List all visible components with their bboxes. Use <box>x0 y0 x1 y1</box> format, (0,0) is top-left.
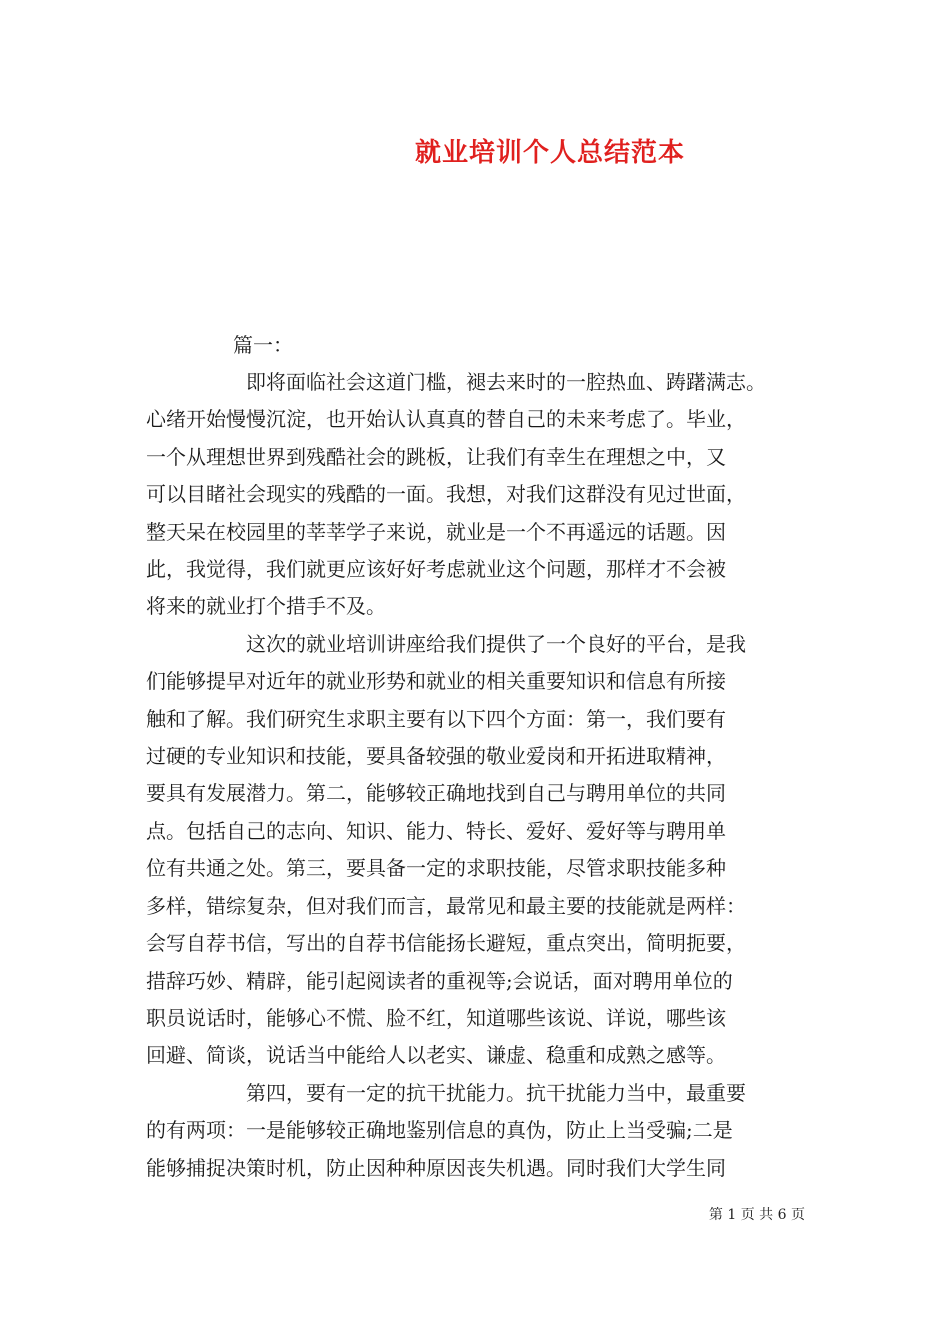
text-line: 要具有发展潜力。第二，能够较正确地找到自己与聘用单位的共同 <box>146 781 726 806</box>
text-line: 回避、简谈，说话当中能给人以老实、谦虚、稳重和成熟之感等。 <box>146 1043 726 1068</box>
text-line: 的有两项：一是能够较正确地鉴别信息的真伪，防止上当受骗;二是 <box>146 1118 733 1143</box>
text-line: 措辞巧妙、精辟，能引起阅读者的重视等;会说话，面对聘用单位的 <box>146 968 733 993</box>
text-line: 职员说话时，能够心不慌、脸不红，知道哪些该说、详说，哪些该 <box>146 1005 726 1030</box>
text-line: 一个从理想世界到残酷社会的跳板，让我们有幸生在理想之中，又 <box>146 444 726 469</box>
text-line: 将来的就业打个措手不及。 <box>146 594 386 619</box>
text-line: 位有共通之处。第三，要具备一定的求职技能，尽管求职技能多种 <box>146 856 726 881</box>
text-line: 整天呆在校园里的莘莘学子来说，就业是一个不再遥远的话题。因 <box>146 519 726 544</box>
text-line: 点。包括自己的志向、知识、能力、特长、爱好、爱好等与聘用单 <box>146 818 726 843</box>
paragraph-1 <box>146 364 818 626</box>
text-line: 即将面临社会这道门槛，褪去来时的一腔热血、踌躇满志。 <box>246 370 766 394</box>
text-line: 第四，要有一定的抗干扰能力。抗干扰能力当中，最重要 <box>246 1080 746 1105</box>
text-line: 此，我觉得，我们就更应该好好考虑就业这个问题，那样才不会被 <box>146 557 726 582</box>
text-line: 多样，错综复杂，但对我们而言，最常见和最主要的技能就是两样： <box>146 893 746 918</box>
page-indicator: 第 1 页 共 6 页 <box>708 1207 805 1223</box>
text-line: 这次的就业培训讲座给我们提供了一个良好的平台，是我 <box>246 631 746 656</box>
text-line: 心绪开始慢慢沉淀，也开始认认真真的替自己的未来考虑了。毕业， <box>146 407 746 432</box>
text-line: 会写自荐书信，写出的自荐书信能扬长避短，重点突出，简明扼要， <box>146 931 746 956</box>
text-line: 能够捕捉决策时机，防止因种种原因丧失机遇。同时我们大学生同 <box>146 1155 726 1180</box>
document-body <box>146 364 818 1187</box>
page-title: 就业培训个人总结范本 <box>414 138 685 168</box>
section-label: 篇一： <box>233 333 293 357</box>
paragraph-3 <box>146 1075 818 1187</box>
text-line: 过硬的专业知识和技能，要具备较强的敬业爱岗和开拓进取精神， <box>146 744 726 769</box>
paragraph-2 <box>146 626 818 1075</box>
text-line: 触和了解。我们研究生求职主要有以下四个方面：第一，我们要有 <box>146 706 726 731</box>
text-line: 们能够提早对近年的就业形势和就业的相关重要知识和信息有所接 <box>146 669 726 694</box>
text-line: 可以目睹社会现实的残酷的一面。我想，对我们这群没有见过世面， <box>146 482 746 507</box>
